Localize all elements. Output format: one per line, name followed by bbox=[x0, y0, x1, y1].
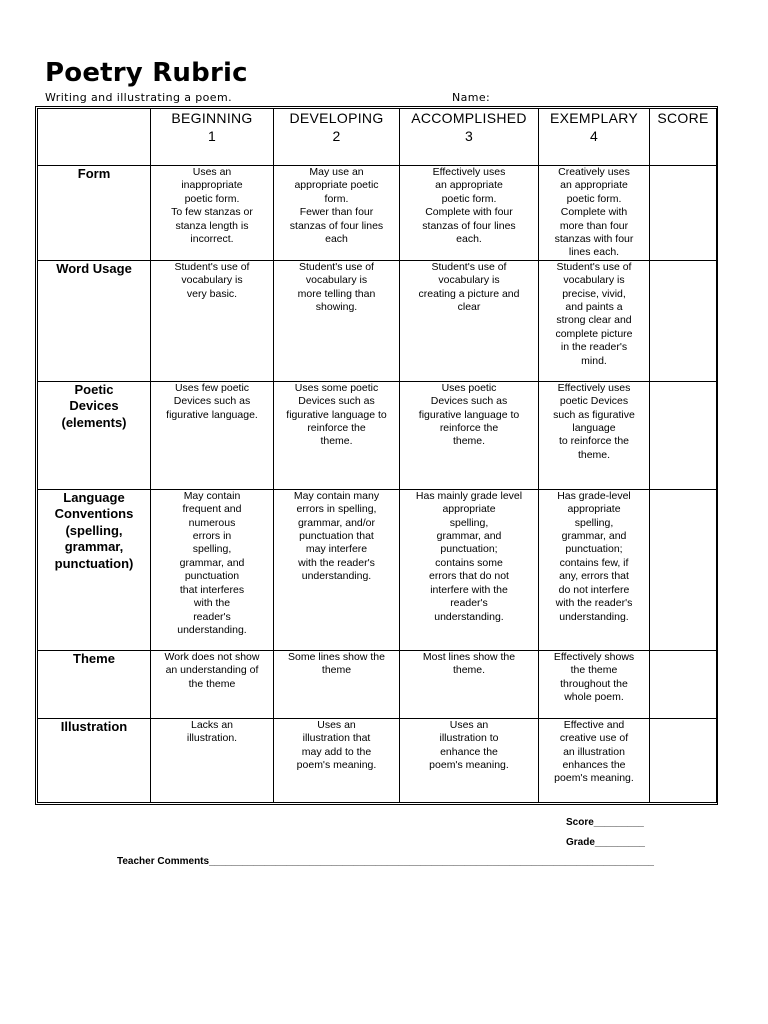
page-title: Poetry Rubric bbox=[45, 58, 248, 88]
column-header-number: 3 bbox=[464, 128, 474, 144]
column-header-number: 2 bbox=[332, 128, 341, 144]
score-cell[interactable] bbox=[650, 650, 717, 718]
descriptor-cell: Some lines show the theme bbox=[274, 650, 400, 718]
rubric-row-illustration bbox=[38, 718, 717, 802]
rubric-row-word-usage bbox=[38, 260, 717, 381]
column-header-beginning bbox=[151, 109, 274, 166]
descriptor-cell: Most lines show the theme. bbox=[400, 650, 539, 718]
descriptor-cell: May contain many errors in spelling, grammar, and/or punctuation that may interfere with the reader's understanding. bbox=[274, 489, 400, 650]
criterion-label: Language Conventions (spelling, grammar, punctuation) bbox=[38, 489, 151, 650]
column-header-number: 1 bbox=[207, 128, 217, 144]
descriptor-cell: Has grade-level appropriate spelling, grammar, and punctuation; contains few, if any, errors that do not interfere with the reader's understanding. bbox=[539, 489, 650, 650]
descriptor-cell: Work does not show an understanding of the theme bbox=[151, 650, 274, 718]
rubric-row-poetic-devices bbox=[38, 381, 717, 489]
descriptor-cell: May contain frequent and numerous errors in spelling, grammar, and punctuation that interferes with the reader's understanding. bbox=[151, 489, 274, 650]
criterion-label: Form bbox=[38, 166, 151, 261]
descriptor-cell: Student's use of vocabulary is precise, vivid, and paints a strong clear and complete picture in the reader's mind. bbox=[539, 260, 650, 381]
descriptor-cell: Uses some poetic Devices such as figurative language to reinforce the theme. bbox=[274, 381, 400, 489]
column-header-developing bbox=[274, 109, 400, 166]
column-header-label: DEVELOPING bbox=[289, 110, 384, 126]
column-header-score bbox=[650, 109, 717, 166]
column-header-label: EXEMPLARY bbox=[549, 110, 639, 126]
rubric-row-theme bbox=[38, 650, 717, 718]
subtitle: Writing and illustrating a poem. bbox=[45, 91, 232, 104]
criterion-label: Theme bbox=[38, 650, 151, 718]
descriptor-cell: Student's use of vocabulary is creating a picture and clear bbox=[400, 260, 539, 381]
descriptor-cell: Effectively shows the theme throughout the whole poem. bbox=[539, 650, 650, 718]
teacher-comments-line[interactable]: Teacher Comments________________________________________________________________________________ bbox=[117, 856, 654, 867]
rubric-row-language-conventions bbox=[38, 489, 717, 650]
criterion-label: Poetic Devices (elements) bbox=[38, 381, 151, 489]
criteria-header bbox=[38, 109, 151, 166]
descriptor-cell: Lacks an illustration. bbox=[151, 718, 274, 802]
descriptor-cell: Effectively uses an appropriate poetic form. Complete with four stanzas of four lines each. bbox=[400, 166, 539, 261]
column-header-exemplary bbox=[539, 109, 650, 166]
descriptor-cell: Effectively uses poetic Devices such as figurative language to reinforce the theme. bbox=[539, 381, 650, 489]
descriptor-cell: May use an appropriate poetic form. Fewer than four stanzas of four lines each bbox=[274, 166, 400, 261]
score-cell[interactable] bbox=[650, 718, 717, 802]
criterion-label: Illustration bbox=[38, 718, 151, 802]
descriptor-cell: Has mainly grade level appropriate spelling, grammar, and punctuation; contains some errors that do not interfere with the reader's understanding. bbox=[400, 489, 539, 650]
column-header-number: 4 bbox=[589, 128, 599, 144]
descriptor-cell: Uses few poetic Devices such as figurative language. bbox=[151, 381, 274, 489]
column-header-label: ACCOMPLISHED bbox=[411, 110, 527, 126]
name-label: Name: bbox=[452, 91, 491, 104]
column-header-label: SCORE bbox=[657, 110, 709, 126]
descriptor-cell: Uses an illustration to enhance the poem's meaning. bbox=[400, 718, 539, 802]
rubric-table bbox=[37, 108, 717, 803]
descriptor-cell: Effective and creative use of an illustration enhances the poem's meaning. bbox=[539, 718, 650, 802]
header-row bbox=[38, 109, 717, 166]
score-cell[interactable] bbox=[650, 260, 717, 381]
descriptor-cell: Uses an illustration that may add to the poem's meaning. bbox=[274, 718, 400, 802]
descriptor-cell: Uses poetic Devices such as figurative language to reinforce the theme. bbox=[400, 381, 539, 489]
score-cell[interactable] bbox=[650, 381, 717, 489]
column-header-label: BEGINNING bbox=[171, 110, 253, 126]
score-line[interactable]: Score_________ bbox=[566, 817, 644, 828]
rubric-table-frame bbox=[35, 106, 718, 805]
criterion-label: Word Usage bbox=[38, 260, 151, 381]
descriptor-cell: Student's use of vocabulary is very basic. bbox=[151, 260, 274, 381]
grade-line[interactable]: Grade_________ bbox=[566, 837, 645, 848]
descriptor-cell: Uses an inappropriate poetic form. To few stanzas or stanza length is incorrect. bbox=[151, 166, 274, 261]
rubric-row-form bbox=[38, 166, 717, 261]
descriptor-cell: Student's use of vocabulary is more telling than showing. bbox=[274, 260, 400, 381]
column-header-accomplished bbox=[400, 109, 539, 166]
score-cell[interactable] bbox=[650, 489, 717, 650]
descriptor-cell: Creatively uses an appropriate poetic form. Complete with more than four stanzas with four lines each. bbox=[539, 166, 650, 261]
score-cell[interactable] bbox=[650, 166, 717, 261]
